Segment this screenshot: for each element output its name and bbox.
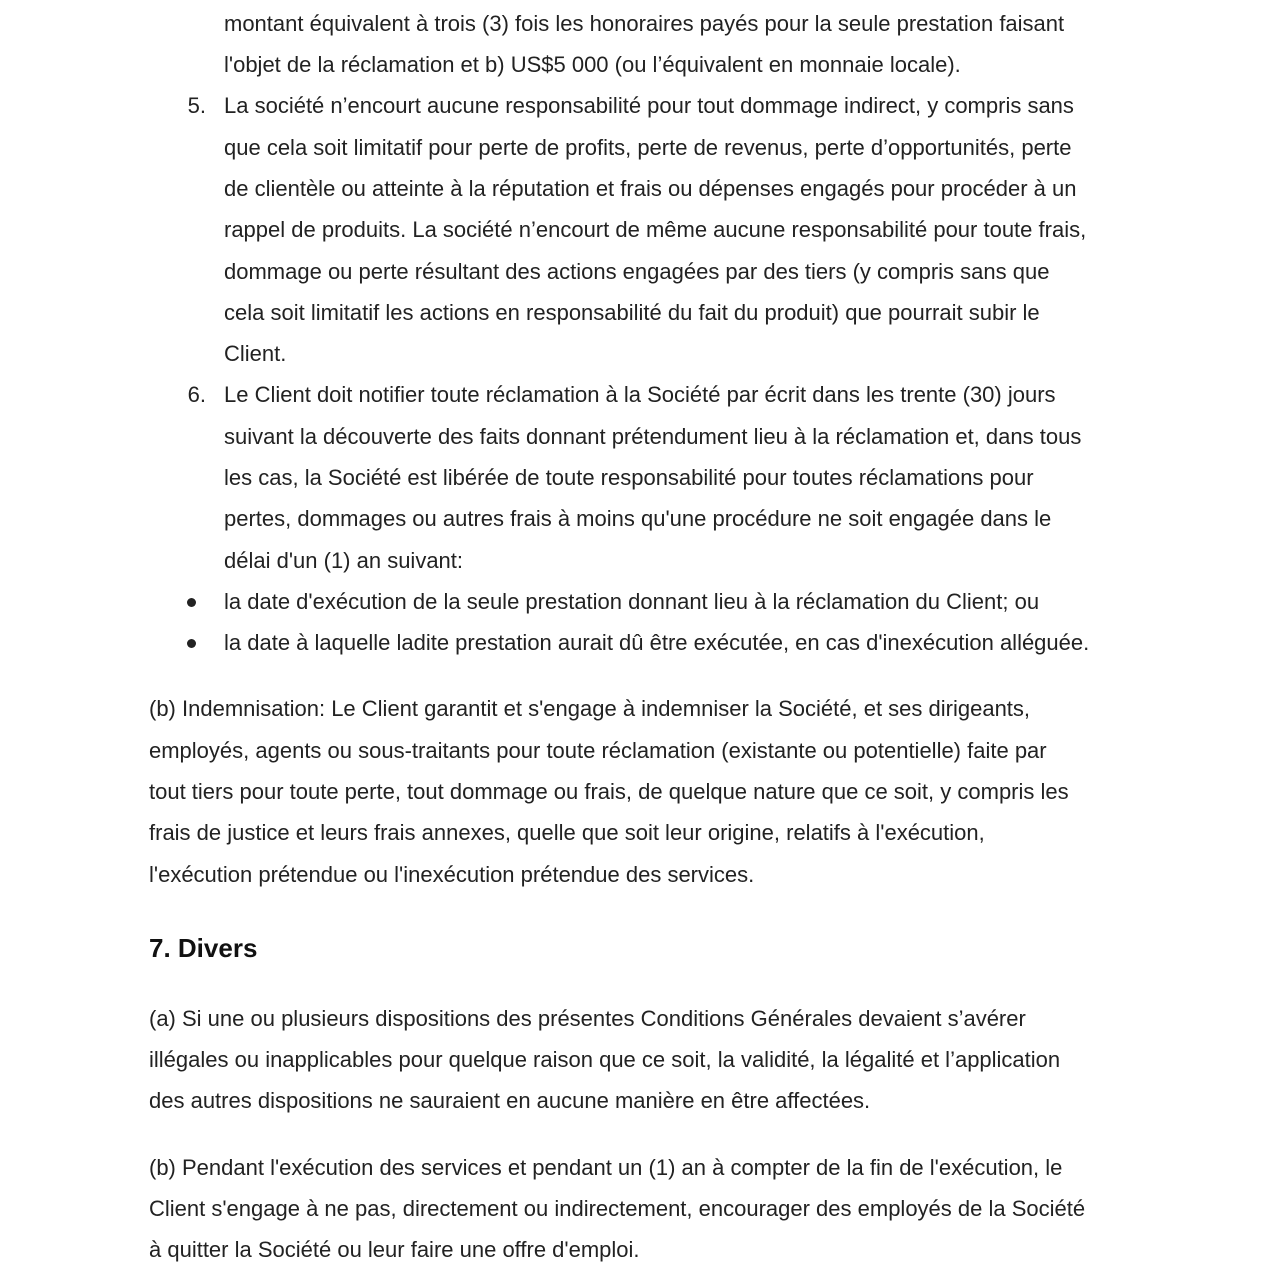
item6-line: suivant la découverte des faits donnant prétendument lieu à la réclamation et, dans tous (224, 424, 1082, 449)
clause4-line: montant équivalent à trois (3) fois les honoraires payés pour la seule prestation faisant (224, 11, 1065, 36)
divers-b-line: (b) Pendant l'exécution des services et pendant un (1) an à compter de la fin de l'exécution, le (149, 1155, 1063, 1180)
item6-line: les cas, la Société est libérée de toute responsabilité pour toutes réclamations pour (224, 465, 1034, 490)
item6-line: Le Client doit notifier toute réclamation à la Société par écrit dans les trente (30) jours (224, 382, 1056, 407)
item5-line: dommage ou perte résultant des actions engagées par des tiers (y compris sans que (224, 259, 1050, 284)
divers-a-line: (a) Si une ou plusieurs dispositions des présentes Conditions Générales devaient s’avérer (149, 1006, 1026, 1031)
item5-line: rappel de produits. La société n’encourt de même aucune responsabilité pour toute frais, (224, 217, 1087, 242)
divers-a-line: des autres dispositions ne sauraient en aucune manière en être affectées. (149, 1088, 871, 1113)
indemnisation-line: (b) Indemnisation: Le Client garantit et s'engage à indemniser la Société, et ses dirigeants, (149, 696, 1031, 721)
indemnisation-line: frais de justice et leurs frais annexes, quelle que soit leur origine, relatifs à l'exécution, (149, 820, 985, 845)
item6-line: délai d'un (1) an suivant: (224, 548, 464, 573)
item5-line: La société n’encourt aucune responsabilité pour tout dommage indirect, y compris sans (224, 93, 1074, 118)
list-number-6: 6. (187, 382, 206, 407)
section-heading: 7. Divers (149, 933, 258, 963)
item6-line: pertes, dommages ou autres frais à moins qu'une procédure ne soit engagée dans le (224, 506, 1052, 531)
list-number-5: 5. (187, 93, 206, 118)
item5-line: Client. (224, 341, 287, 366)
indemnisation-line: employés, agents ou sous-traitants pour toute réclamation (existante ou potentielle) faite par (149, 738, 1047, 763)
indemnisation-line: tout tiers pour toute perte, tout dommage ou frais, de quelque nature que ce soit, y compris les (149, 779, 1069, 804)
bullet-item: la date à laquelle ladite prestation aurait dû être exécutée, en cas d'inexécution alléguée. (224, 630, 1090, 655)
divers-a-line: illégales ou inapplicables pour quelque raison que ce soit, la validité, la légalité et l’application (149, 1047, 1061, 1072)
clause4-line: l'objet de la réclamation et b) US$5 000 (ou l’équivalent en monnaie locale). (224, 52, 961, 77)
bullet-marker (185, 587, 199, 617)
divers-b-line: Client s'engage à ne pas, directement ou indirectement, encourager des employés de la Société (149, 1196, 1086, 1221)
divers-b-line: à quitter la Société ou leur faire une offre d'emploi. (149, 1237, 640, 1262)
item5-line: que cela soit limitatif pour perte de profits, perte de revenus, perte d’opportunités, perte (224, 135, 1072, 160)
bullet-item: la date d'exécution de la seule prestation donnant lieu à la réclamation du Client; ou (224, 589, 1040, 614)
indemnisation-line: l'exécution prétendue ou l'inexécution prétendue des services. (149, 862, 755, 887)
bullet-marker (185, 628, 199, 658)
item5-line: de clientèle ou atteinte à la réputation et frais ou dépenses engagés pour procéder à un (224, 176, 1077, 201)
item5-line: cela soit limitatif les actions en responsabilité du fait du produit) que pourrait subir le (224, 300, 1040, 325)
